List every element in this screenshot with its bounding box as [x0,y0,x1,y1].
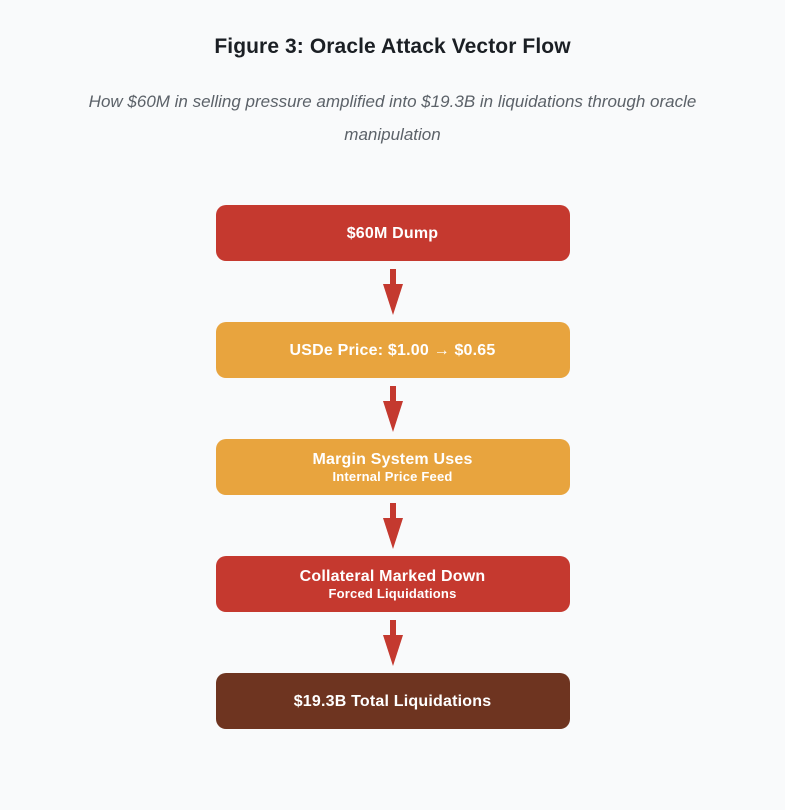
flow-node-60m-dump [216,205,570,261]
down-arrow-icon [378,386,408,432]
flow-diagram [0,205,785,729]
flow-node-label: Collateral Marked Down [299,567,486,585]
flow-node-sublabel: Forced Liquidations [328,585,457,601]
flow-node-label: $19.3B Total Liquidations [293,692,492,710]
down-arrow-icon [378,620,408,666]
figure-subtitle: How $60M in selling pressure amplified into $19.3B in liquidations through oracle manipulation [88,92,697,144]
down-arrow-icon [378,503,408,549]
flow-node-margin-system [216,439,570,495]
flow-node-usde-price [216,322,570,378]
down-arrow-icon [378,269,408,315]
flow-node-collateral-markdown [216,556,570,612]
flow-node-sublabel: Internal Price Feed [332,468,453,484]
flow-node-label: USDe Price: $1.00 → $0.65 [289,341,496,359]
flow-node-label: Margin System Uses [312,450,473,468]
flow-node-label: $60M Dump [346,224,439,242]
figure-title: Figure 3: Oracle Attack Vector Flow [214,35,571,58]
flow-node-total-liquidations [216,673,570,729]
